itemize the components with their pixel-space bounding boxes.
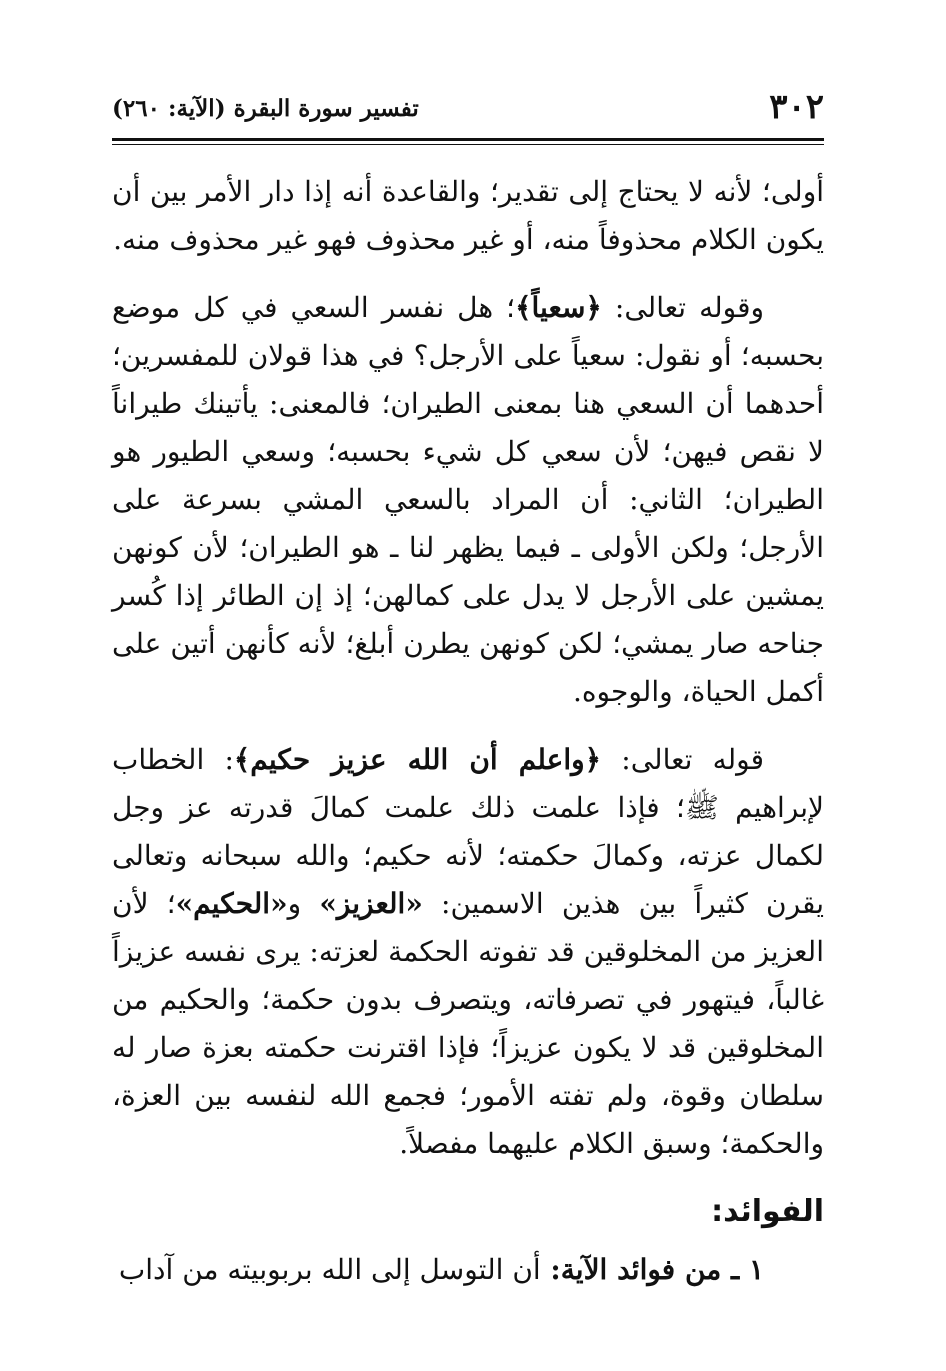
- quran-quote-aziz-hakim: ﴿واعلم أن الله عزيز حكيم﴾: [233, 743, 602, 776]
- page-number: ٣٠٢: [769, 87, 824, 127]
- paragraph-3-text-b: ؛ لأن العزيز من المخلوقين قد تفوته الحكمة لعزته: يرى نفسه عزيزاً غالباً، فيتهور في تصرفاته، ويتصرف بدون حكمة؛ والحكيم من المخلوقين قد لا يكون عزيزاً؛ فإذا اقترنت حكمته بعزة صار له سلطان وقوة، ولم تفته الأمور؛ فجمع الله لنفسه بين العزة، والحكمة؛ وسبق الكلام عليهما مفصلاً.: [112, 887, 824, 1160]
- paragraph-2-intro: وقوله تعالى:: [601, 291, 764, 324]
- paragraph-3: [112, 736, 824, 1168]
- benefit-item-1: [112, 1246, 824, 1294]
- divine-name-aziz: «العزيز»: [319, 887, 423, 920]
- header-rule-thick: [112, 138, 824, 141]
- paragraph-1: [112, 168, 824, 264]
- paragraph-2-text: ؛ هل نفسر السعي في كل موضع بحسبه؛ أو نقول: سعياً على الأرجل؟ في هذا قولان للمفسرين؛ أحدهما أن السعي هنا بمعنى الطيران؛ فالمعنى: يأتينك طيراناً لا نقص فيهن؛ لأن سعي كل شيء بحسبه؛ وسعي الطيور هو الطيران؛ الثاني: أن المراد بالسعي المشي بسرعة على الأرجل؛ ولكن الأولى ـ فيما يظهر لنا ـ هو الطيران؛ لأن كونهن يمشين على الأرجل لا يدل على كمالهن؛ إذ إن الطائر إذا كُسر جناحه صار يمشي؛ لكن كونهن يطرن أبلغ؛ لأنه كأنهن أتين على أكمل الحياة، والوجوه.: [112, 291, 824, 708]
- paragraph-2: [112, 284, 824, 716]
- body-text: [112, 168, 824, 1314]
- page-header: [112, 88, 824, 132]
- conjunction: و: [287, 887, 320, 920]
- quran-quote-saiyan: ﴿سعياً﴾: [515, 291, 602, 324]
- divine-name-hakim: «الحكيم»: [175, 887, 288, 920]
- benefit-item-1-label: ١ ـ من فوائد الآية:: [540, 1253, 764, 1286]
- paragraph-3-intro: قوله تعالى:: [601, 743, 764, 776]
- benefit-item-1-text: أن التوسل إلى الله بربوبيته من آداب: [118, 1253, 541, 1286]
- benefits-heading: الفوائد:: [711, 1194, 824, 1229]
- running-title: تفسير سورة البقرة (الآية: ٢٦٠): [112, 95, 419, 122]
- paragraph-3-text-a: : الخطاب لإبراهيم ﷺ؛ فإذا علمت ذلك علمت كمالَ قدرته عز وجل لكمال عزته، وكمالَ حكمته؛ لأنه حكيم؛ والله سبحانه وتعالى يقرن كثيراً بين هذين الاسمين:: [112, 743, 824, 920]
- header-rule-thin: [112, 144, 824, 145]
- paragraph-1-text: أولى؛ لأنه لا يحتاج إلى تقدير؛ والقاعدة أنه إذا دار الأمر بين أن يكون الكلام محذوفاً منه، أو غير محذوف فهو غير محذوف منه.: [112, 175, 824, 256]
